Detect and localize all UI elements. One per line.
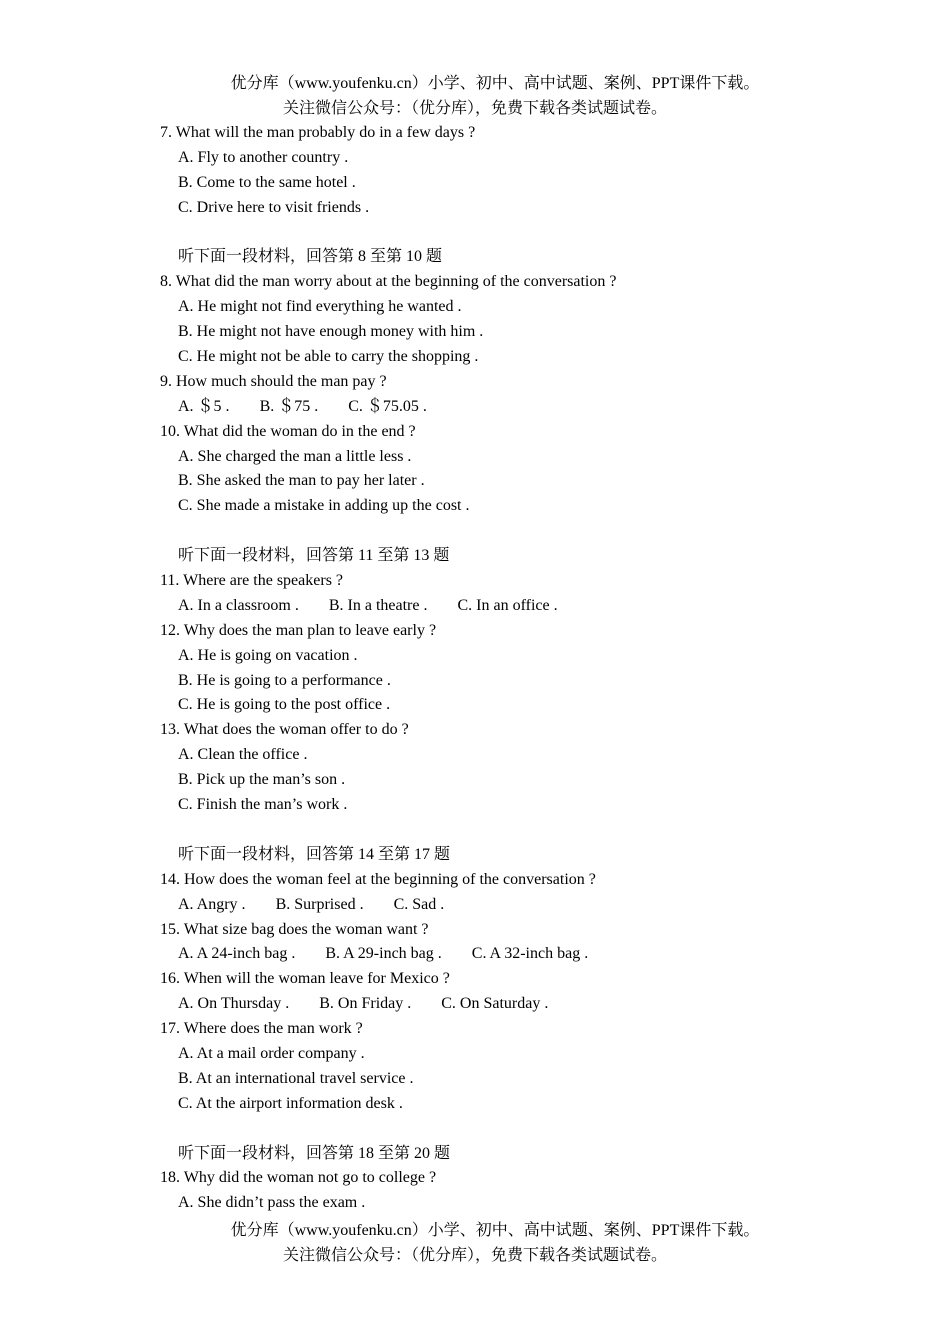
header-line-2: 关注微信公众号：（优分库），免费下载各类试题试卷。 bbox=[282, 100, 667, 117]
q14-option-a: A. Angry . bbox=[178, 895, 246, 913]
q16-option-c: C. On Saturday . bbox=[441, 995, 549, 1013]
spacer bbox=[160, 1117, 880, 1142]
section-heading-11-13: 听下面一段材料，回答第 11 至第 13 题 bbox=[178, 547, 450, 565]
q15-option-a: A. A 24-inch bag . bbox=[178, 945, 296, 963]
q17-option-a: A. At a mail order company . bbox=[178, 1044, 365, 1062]
q10-option-b: B. She asked the man to pay her later . bbox=[178, 472, 425, 490]
question-9: 9. How much should the man pay ? bbox=[160, 372, 387, 390]
q12-option-c: C. He is going to the post office . bbox=[178, 696, 391, 714]
q8-option-b: B. He might not have enough money with him . bbox=[178, 323, 484, 341]
question-7: 7. What will the man probably do in a few days ? bbox=[160, 124, 476, 141]
q14-option-c: C. Sad . bbox=[393, 895, 445, 913]
footer-line-1: 优分库（www.youfenku.cn）小学、初中、高中试题、案例、PPT课件下载。 bbox=[230, 1222, 760, 1239]
q15-option-c: C. A 32-inch bag . bbox=[471, 945, 589, 963]
q13-option-a: A. Clean the office . bbox=[178, 746, 308, 764]
exam-content bbox=[160, 121, 880, 1216]
section-heading-18-20: 听下面一段材料，回答第 18 至第 20 题 bbox=[178, 1144, 451, 1162]
q11-option-c: C. In an office . bbox=[457, 596, 558, 614]
q9-option-b: B. ＄75 . bbox=[259, 397, 319, 415]
q17-option-b: B. At an international travel service . bbox=[178, 1069, 414, 1087]
q7-option-b: B. Come to the same hotel . bbox=[178, 173, 356, 191]
q8-option-c: C. He might not be able to carry the shopping . bbox=[178, 348, 479, 366]
question-11: 11. Where are the speakers ? bbox=[160, 572, 344, 590]
q8-option-a: A. He might not find everything he wanted . bbox=[178, 298, 462, 316]
question-15: 15. What size bag does the woman want ? bbox=[160, 920, 429, 938]
page-footer bbox=[0, 1218, 950, 1268]
question-12: 12. Why does the man plan to leave early ? bbox=[160, 621, 437, 639]
spacer bbox=[160, 519, 880, 544]
spacer bbox=[160, 818, 880, 843]
q11-option-a: A. In a classroom . bbox=[178, 596, 299, 614]
q16-option-b: B. On Friday . bbox=[319, 995, 412, 1013]
q10-option-a: A. She charged the man a little less . bbox=[178, 447, 412, 465]
question-10: 10. What did the woman do in the end ? bbox=[160, 422, 416, 440]
q18-option-a: A. She didn’t pass the exam . bbox=[178, 1194, 366, 1212]
q15-options bbox=[160, 942, 880, 967]
question-16: 16. When will the woman leave for Mexico ? bbox=[160, 970, 450, 988]
q12-option-a: A. He is going on vacation . bbox=[178, 646, 358, 664]
spacer bbox=[160, 221, 880, 246]
section-heading-14-17: 听下面一段材料，回答第 14 至第 17 题 bbox=[178, 845, 451, 863]
footer-line-2: 关注微信公众号：（优分库），免费下载各类试题试卷。 bbox=[282, 1247, 667, 1264]
question-17: 17. Where does the man work ? bbox=[160, 1020, 363, 1038]
q13-option-b: B. Pick up the man’s son . bbox=[178, 771, 346, 789]
question-14: 14. How does the woman feel at the beginning of the conversation ? bbox=[160, 870, 596, 888]
q9-options bbox=[160, 395, 880, 420]
q14-options bbox=[160, 893, 880, 918]
q9-option-a: A. ＄5 . bbox=[178, 397, 230, 415]
q16-option-a: A. On Thursday . bbox=[178, 995, 290, 1013]
q9-option-c: C. ＄75.05 . bbox=[348, 397, 427, 415]
page-header bbox=[0, 71, 950, 121]
q13-option-c: C. Finish the man’s work . bbox=[178, 796, 348, 814]
question-13: 13. What does the woman offer to do ? bbox=[160, 721, 409, 739]
q14-option-b: B. Surprised . bbox=[275, 895, 364, 913]
q11-option-b: B. In a theatre . bbox=[328, 596, 428, 614]
q11-options bbox=[160, 594, 880, 619]
q16-options bbox=[160, 992, 880, 1017]
q12-option-b: B. He is going to a performance . bbox=[178, 671, 391, 689]
q17-option-c: C. At the airport information desk . bbox=[178, 1094, 403, 1112]
q15-option-b: B. A 29-inch bag . bbox=[325, 945, 442, 963]
q10-option-c: C. She made a mistake in adding up the cost . bbox=[178, 497, 470, 515]
header-line-1: 优分库（www.youfenku.cn）小学、初中、高中试题、案例、PPT课件下载。 bbox=[230, 75, 760, 92]
q7-option-a: A. Fly to another country . bbox=[178, 148, 349, 166]
q7-option-c: C. Drive here to visit friends . bbox=[178, 198, 370, 216]
question-18: 18. Why did the woman not go to college ? bbox=[160, 1169, 437, 1187]
section-heading-8-10: 听下面一段材料，回答第 8 至第 10 题 bbox=[178, 248, 443, 266]
question-8: 8. What did the man worry about at the beginning of the conversation ? bbox=[160, 273, 617, 291]
